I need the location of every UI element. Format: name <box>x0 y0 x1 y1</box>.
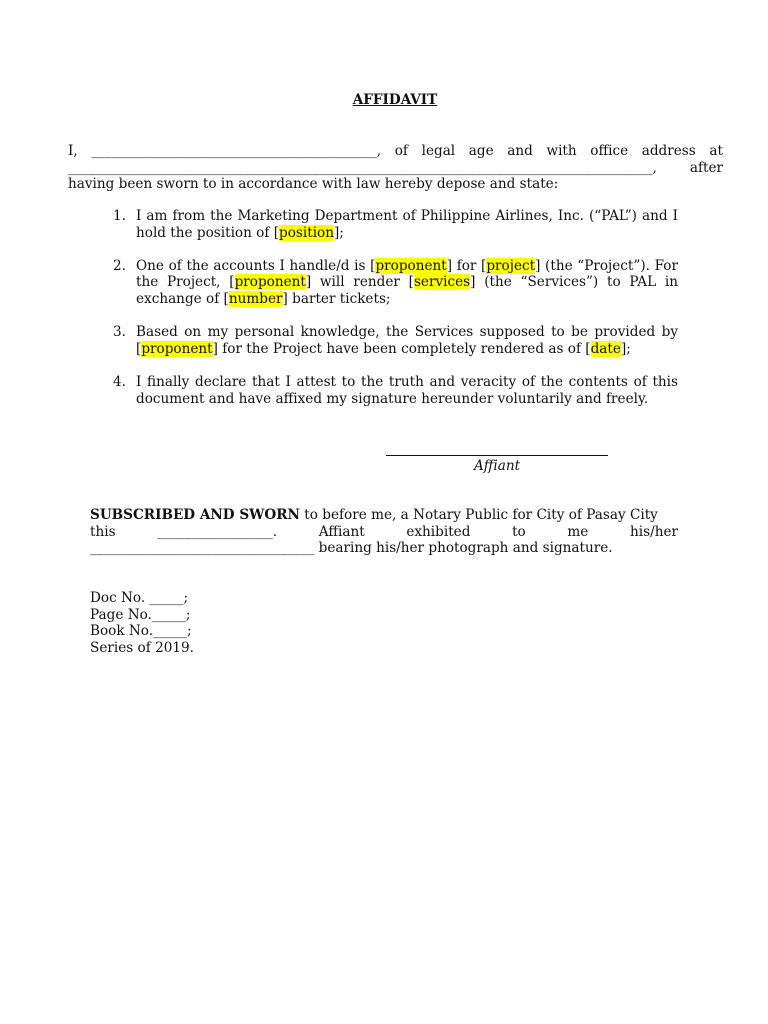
intro-word: age <box>468 143 494 159</box>
highlight-field-proponent: proponent <box>141 340 213 357</box>
item-number: 3. <box>113 324 126 341</box>
notary-record <box>90 590 390 656</box>
item-number: 4. <box>113 373 126 390</box>
signature-caption: Affiant <box>473 458 521 474</box>
intro-line-3: having been sworn to in accordance with law hereby depose and state: <box>68 176 559 193</box>
item-text: ] for the Project have been completely rendered as of [ <box>212 340 591 357</box>
intro-line-2 <box>68 160 723 177</box>
item-text: ]; <box>620 340 631 357</box>
name-blank: __________________________________________, <box>91 143 382 159</box>
item-text: I finally declare that I attest to the truth and veracity of the contents of this document and have affixed my signature hereunder voluntarily and freely. <box>136 373 678 407</box>
intro-paragraph <box>68 143 723 193</box>
jurat-word: this <box>90 523 116 540</box>
highlight-field-date: date <box>590 340 621 357</box>
intro-word: and <box>507 143 533 159</box>
signature-block <box>386 441 608 475</box>
item-text: I am from the Marketing Department of Philippine Airlines, Inc. (“PAL”) and I hold the position of [ <box>136 208 678 241</box>
item-text: ] barter tickets; <box>282 290 391 307</box>
jurat-paragraph <box>90 507 678 557</box>
intro-word: address <box>641 143 696 159</box>
jurat-word: to <box>512 523 526 540</box>
jurat-line-2 <box>90 524 678 541</box>
signature-line <box>386 441 608 456</box>
highlight-field-proponent: proponent <box>234 274 306 291</box>
jurat-line-3: _________________________________ bearing his/her photograph and signature. <box>90 540 613 557</box>
highlight-field-project: project <box>486 257 536 274</box>
item-text: ]; <box>333 224 344 241</box>
intro-word: office <box>590 143 629 159</box>
intro-line-1 <box>68 143 723 160</box>
item-text: One of the accounts I handle/d is [ <box>136 257 376 274</box>
jurat-text: to before me, a Notary Public for City of Pasay City <box>299 507 658 523</box>
highlight-field-position: position <box>279 224 334 241</box>
series: Series of 2019. <box>90 639 194 656</box>
intro-word: at <box>709 143 723 159</box>
intro-word: of <box>394 143 408 159</box>
address-blank: ______________________________________________________________________________________, <box>68 159 657 176</box>
item-text: ] for [ <box>446 257 487 274</box>
document-title: AFFIDAVIT <box>352 92 438 108</box>
intro-word: with <box>546 143 577 159</box>
statement-list <box>113 208 678 424</box>
item-text: ] (the “Project”). For the Project, [ <box>136 257 678 291</box>
jurat-heading: SUBSCRIBED AND SWORN <box>90 507 300 523</box>
item-text: Based on my personal knowledge, the Services supposed to be provided by [ <box>136 324 678 357</box>
date-blank: _________________. <box>157 523 278 540</box>
highlight-field-number: number <box>228 290 283 307</box>
item-number: 2. <box>113 257 126 274</box>
highlight-field-proponent: proponent <box>375 257 447 274</box>
jurat-word: his/her <box>630 523 678 540</box>
list-item <box>113 374 678 407</box>
intro-word: I, <box>68 143 78 159</box>
list-item <box>113 324 678 357</box>
jurat-word: Affiant <box>318 523 365 540</box>
book-no: Book No._____; <box>90 623 192 640</box>
item-text: ] (the “Services”) to PAL in exchange of [ <box>136 274 678 307</box>
intro-word: legal <box>421 143 456 159</box>
page-no: Page No._____; <box>90 606 191 623</box>
doc-no: Doc No. _____; <box>90 590 189 606</box>
item-text: ] will render [ <box>305 274 414 291</box>
highlight-field-services: services <box>413 274 471 291</box>
item-number: 1. <box>113 208 126 224</box>
list-item <box>113 208 678 241</box>
jurat-word: exhibited <box>406 523 471 540</box>
list-item <box>113 258 678 308</box>
intro-word: after <box>689 159 723 176</box>
jurat-word: me <box>567 523 589 540</box>
jurat-line-1 <box>90 507 678 524</box>
